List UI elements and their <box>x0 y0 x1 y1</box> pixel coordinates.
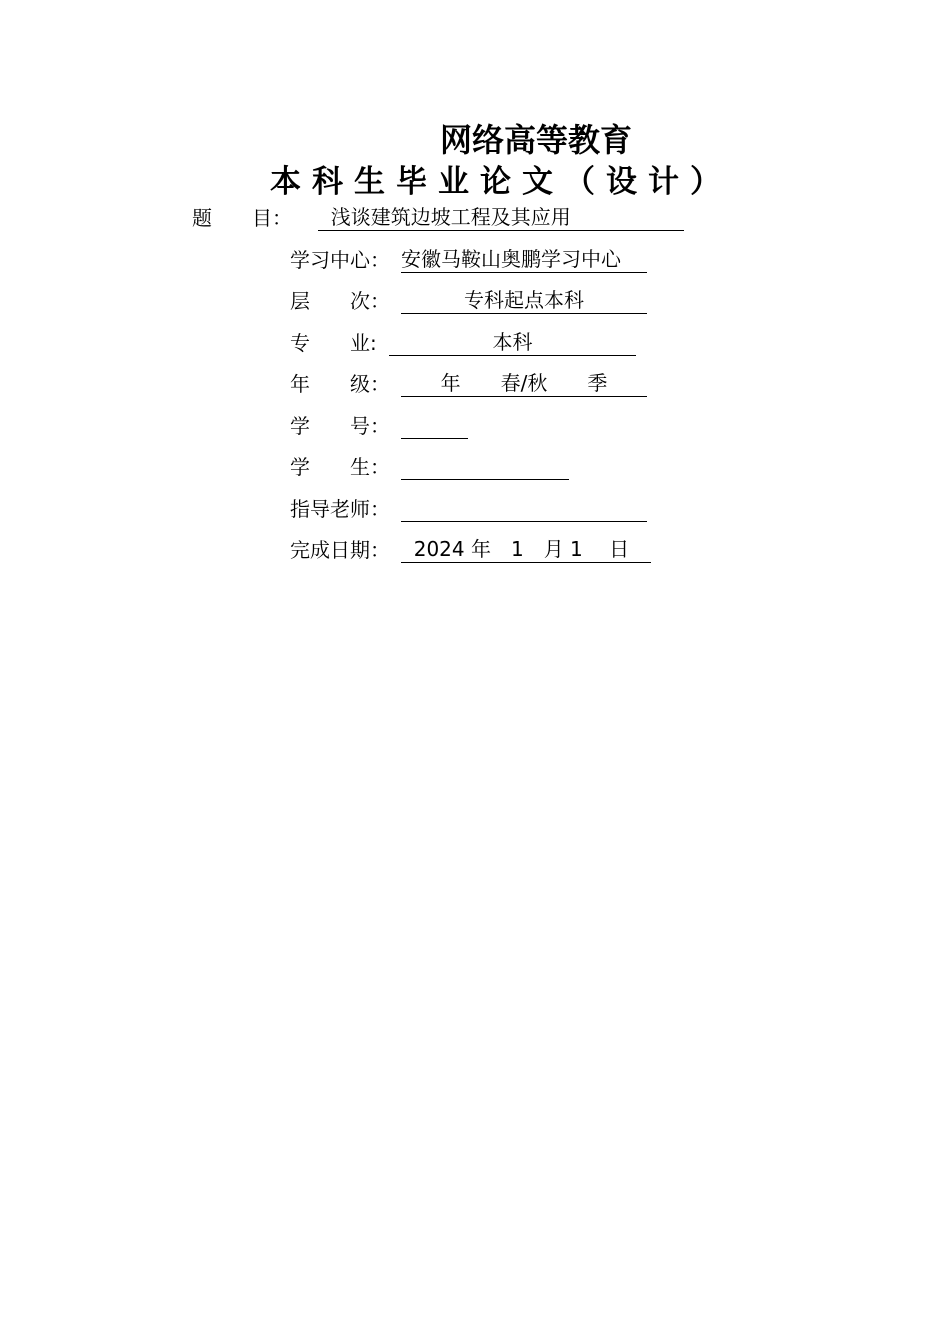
field-row-major <box>290 329 690 357</box>
field-label-student-id: 学 号： <box>290 414 390 438</box>
field-label-major: 专 业: <box>290 331 377 355</box>
heading-online-education: 网络高等教育 <box>440 121 633 159</box>
heading-thesis-title: 本科生毕业论文（设计） <box>270 164 732 200</box>
field-row-completion-date <box>290 536 690 564</box>
field-value-advisor <box>401 495 647 522</box>
field-value-student-id <box>401 412 468 439</box>
field-value-level: 专科起点本科 <box>401 287 647 314</box>
field-value-learning-center: 安徽马鞍山奥鹏学习中心 <box>401 246 647 273</box>
field-value-completion-date: 2024 年 1 月 1 日 <box>401 536 651 563</box>
field-label-level: 层 次： <box>290 289 390 313</box>
field-value-student <box>401 453 569 480</box>
field-label-completion-date: 完成日期： <box>290 538 390 562</box>
field-label-advisor: 指导老师： <box>290 497 390 521</box>
field-label-grade: 年 级： <box>290 372 390 396</box>
field-label-student: 学 生： <box>290 455 390 479</box>
field-row-level <box>290 287 690 315</box>
field-label-topic: 题 目： <box>192 206 292 230</box>
field-value-major: 本科 <box>389 329 636 356</box>
field-label-learning-center: 学习中心： <box>290 248 390 272</box>
field-row-topic <box>192 204 692 232</box>
field-value-grade: 年 春/秋 季 <box>401 370 647 397</box>
field-row-student-id <box>290 412 690 440</box>
field-value-topic: 浅谈建筑边坡工程及其应用 <box>318 204 684 231</box>
field-row-advisor <box>290 495 690 523</box>
field-row-learning-center <box>290 246 690 274</box>
field-row-grade <box>290 370 690 398</box>
field-row-student <box>290 453 690 481</box>
